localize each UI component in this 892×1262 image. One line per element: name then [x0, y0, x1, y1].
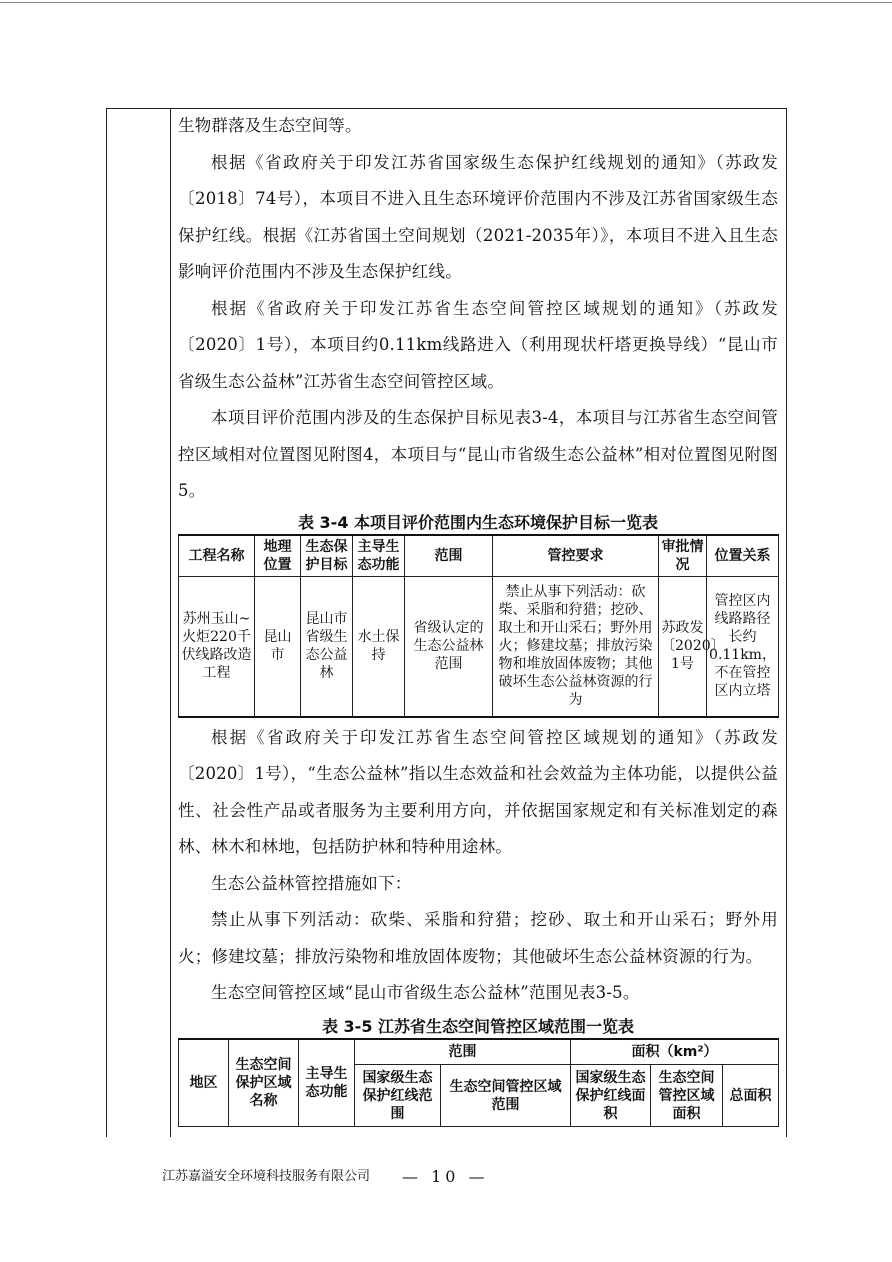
header-cell: 生态空间管控区域范围: [441, 1065, 571, 1127]
table-cell: 禁止从事下列活动：砍柴、采脂和狩猎；挖砂、取土和开山采石；野外用火；修建坟墓；排放污染物和堆放固体废物；其他破坏生态公益林资源的行为: [493, 577, 659, 717]
header-cell: 总面积: [723, 1065, 779, 1127]
paragraph: 生态空间管控区域“昆山市省级生态公益林”范围见表3-5。: [211, 983, 640, 1002]
header-cell: 地理位置: [255, 535, 301, 577]
header-cell: 工程名称: [179, 535, 255, 577]
footer-company: 江苏嘉溢安全环境科技服务有限公司: [162, 1169, 371, 1184]
header-cell: 国家级生态保护红线面积: [571, 1065, 651, 1127]
table-header-row: [179, 1039, 779, 1065]
table-row: [179, 577, 779, 717]
header-cell: 生态空间管控区域面积: [651, 1065, 723, 1127]
header-cell: 生态空间保护区域名称: [229, 1039, 299, 1127]
table-cell: 管控区内线路路径长约0.11km，不在管控区内立塔: [707, 577, 779, 717]
header-cell: 位置关系: [707, 535, 779, 577]
page-footer: [162, 1166, 722, 1190]
paragraph: 生态公益林管控措施如下：: [211, 873, 412, 893]
page-number: — 10 —: [402, 1167, 489, 1186]
paragraph: 根据《省政府关于印发江苏省生态空间管控区域规划的通知》（苏政发〔2020〕1号），本项目约0.11km线路进入（利用现状杆塔更换导线）“昆山市省级生态公益林”江苏省生态空间管控区域。: [178, 298, 778, 391]
table-cell: 省级认定的生态公益林范围: [405, 577, 493, 717]
table-header-row: [179, 535, 779, 577]
table-3-5-caption: 表 3-5 江苏省生态空间管控区域范围一览表: [321, 1016, 635, 1036]
table-cell: 昆山市省级生态公益林: [301, 577, 353, 717]
frame-divider: [170, 108, 171, 1137]
header-cell: 范围: [355, 1039, 571, 1065]
table-cell: 苏政发〔2020〕1号: [659, 577, 707, 717]
paragraph: 根据《省政府关于印发江苏省国家级生态保护红线规划的通知》（苏政发〔2018〕74号），本项目不进入且生态环境评价范围内不涉及江苏省国家级生态保护红线。根据《江苏省国土空间规划（2021-2035年）》，本项目不进入且生态影响评价范围内不涉及生态保护红线。: [178, 152, 778, 281]
paragraph: 本项目评价范围内涉及的生态保护目标见表3-4，本项目与江苏省生态空间管控区域相对位置图见附图4，本项目与“昆山市省级生态公益林”相对位置图见附图5。: [178, 408, 778, 500]
paragraph: 根据《省政府关于印发江苏省生态空间管控区域规划的通知》（苏政发〔2020〕1号），“生态公益林”指以生态效益和社会效益为主体功能，以提供公益性、社会性产品或者服务为主要利用方向，并依据国家规定和有关标准划定的森林、林木和林地，包括防护林和特种用途林。: [178, 727, 778, 856]
header-cell: 生态保护目标: [301, 535, 353, 577]
header-cell: 范围: [405, 535, 493, 577]
header-cell: 管控要求: [493, 535, 659, 577]
table-cell: 苏州玉山~火炬220千伏线路改造工程: [179, 577, 255, 717]
main-content: [178, 108, 778, 1127]
header-cell: 主导生态功能: [299, 1039, 355, 1127]
table-cell: 昆山市: [255, 577, 301, 717]
table-3-4-caption: 表 3-4 本项目评价范围内生态环境保护目标一览表: [297, 512, 659, 532]
header-cell: 面积（km²）: [571, 1039, 779, 1065]
header-cell: 地区: [179, 1039, 229, 1127]
header-cell: 审批情况: [659, 535, 707, 577]
table-3-5: [178, 1038, 779, 1128]
header-cell: 国家级生态保护红线范围: [355, 1065, 441, 1127]
paragraph: 禁止从事下列活动：砍柴、采脂和狩猎；挖砂、取土和开山采石；野外用火；修建坟墓；排放污染物和堆放固体废物；其他破坏生态公益林资源的行为。: [178, 910, 778, 966]
top-border-line: [0, 2, 892, 3]
table-cell: 水土保持: [353, 577, 405, 717]
header-cell: 主导生态功能: [353, 535, 405, 577]
table-3-4: [178, 534, 779, 718]
paragraph: 生物群落及生态空间等。: [178, 116, 362, 135]
